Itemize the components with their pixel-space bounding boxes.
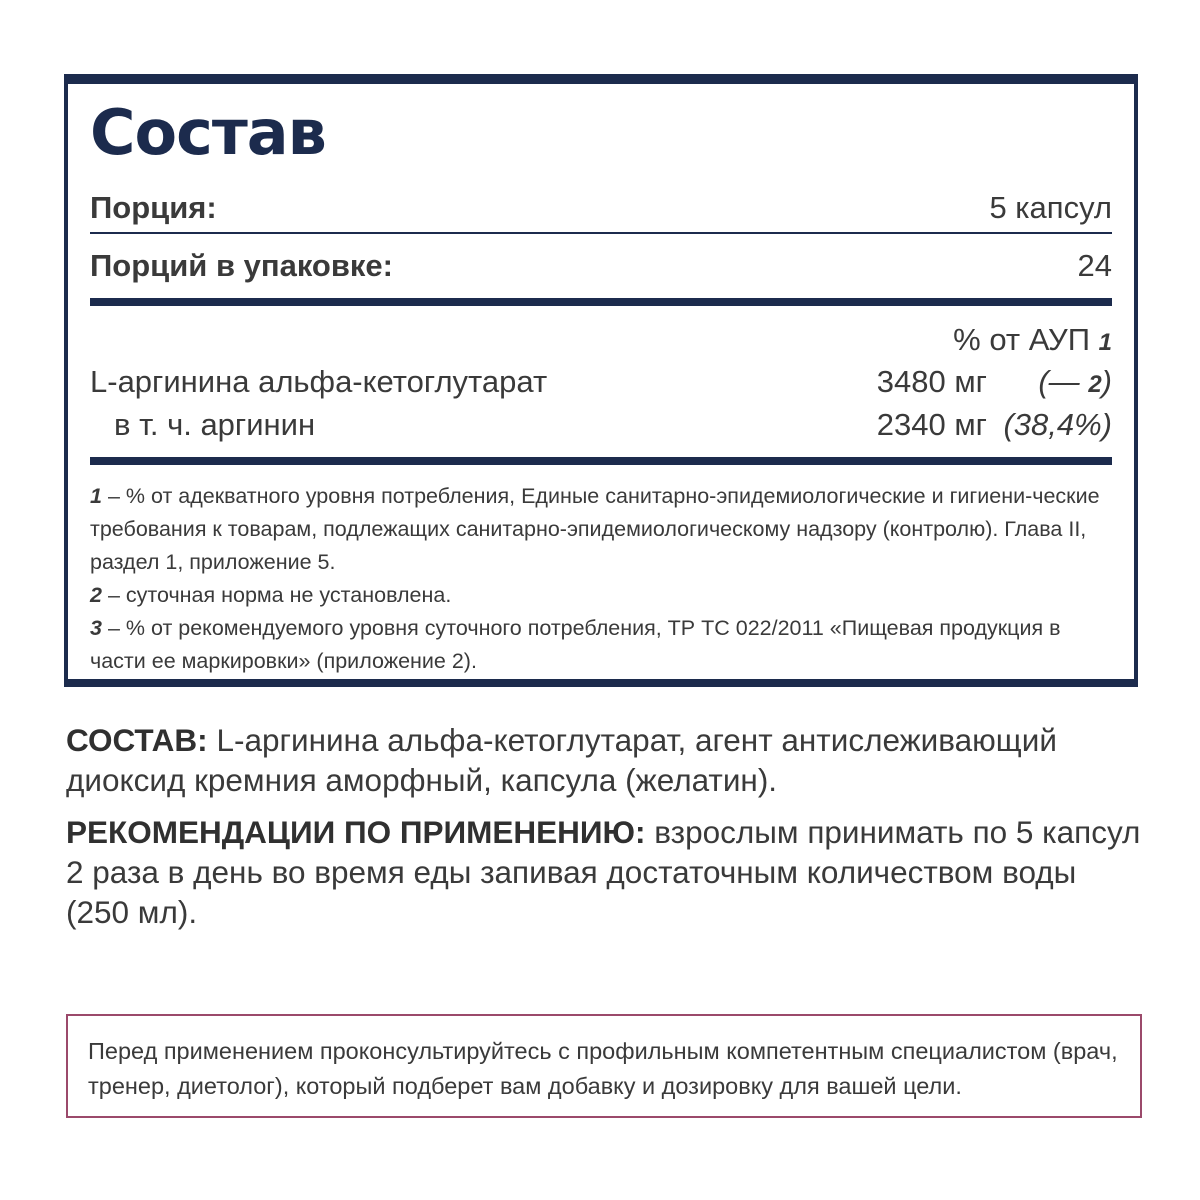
dv-header: % от АУП 1 (953, 322, 1112, 357)
panel-title: Состав (90, 96, 326, 169)
nutrient-amount: 2340 мг (876, 407, 987, 442)
serving-value: 5 капсул (989, 190, 1112, 225)
nutrient-amount: 3480 мг (876, 364, 987, 399)
warning-box (66, 1014, 1142, 1118)
usage-label: РЕКОМЕНДАЦИИ ПО ПРИМЕНЕНИЮ: (66, 814, 646, 850)
nutrient-row (90, 409, 1112, 443)
nutrient-row (90, 366, 1112, 400)
nutrient-dv: (— 2) (1038, 364, 1112, 399)
servings-label: Порций в упаковке: (90, 248, 393, 283)
supplement-facts-panel (64, 74, 1138, 687)
nutrient-dv: (38,4%) (1003, 407, 1112, 442)
servings-value: 24 (1077, 248, 1112, 283)
usage-paragraph (66, 812, 1146, 932)
warning-text: Перед применением проконсультируйтесь с профильным компетентным специалистом (врач, тренер, диетолог), который подберет вам добавку и дозировку для вашей цели. (88, 1038, 1118, 1099)
footnote: 2 – суточная норма не установлена. (90, 583, 452, 607)
serving-row (90, 192, 1112, 223)
nutrient-name: L-аргинина альфа-кетоглутарат (90, 364, 548, 399)
dv-header-row (90, 324, 1112, 358)
servings-row (90, 250, 1112, 281)
divider-thick (90, 298, 1112, 306)
composition-paragraph (66, 720, 1146, 800)
dv-header-ref: 1 (1098, 329, 1112, 356)
serving-label: Порция: (90, 190, 217, 225)
divider-thin (90, 232, 1112, 234)
usage-text: взрослым принимать по 5 капсул 2 раза в день во время еды запивая достаточным количеством воды (250 мл). (66, 814, 1141, 930)
footnote: 1 – % от адекватного уровня потребления, Единые санитарно-эпидемиологические и гигиени-ческие требования к товарам, подлежащих санитарно-эпидемиологическому надзору (контролю). Глава II, раздел 1, приложение 5. (90, 484, 1100, 574)
footnote: 3 – % от рекомендуемого уровня суточного потребления, ТР ТС 022/2011 «Пищевая продукция в части ее маркировки» (приложение 2). (90, 616, 1061, 673)
composition-label: СОСТАВ: (66, 722, 208, 758)
composition-text: L-аргинина альфа-кетоглутарат, агент антислеживающий диоксид кремния аморфный, капсула (желатин). (66, 722, 1057, 798)
footnotes (90, 480, 1114, 678)
nutrient-name: в т. ч. аргинин (114, 407, 316, 442)
divider-thick (90, 457, 1112, 465)
